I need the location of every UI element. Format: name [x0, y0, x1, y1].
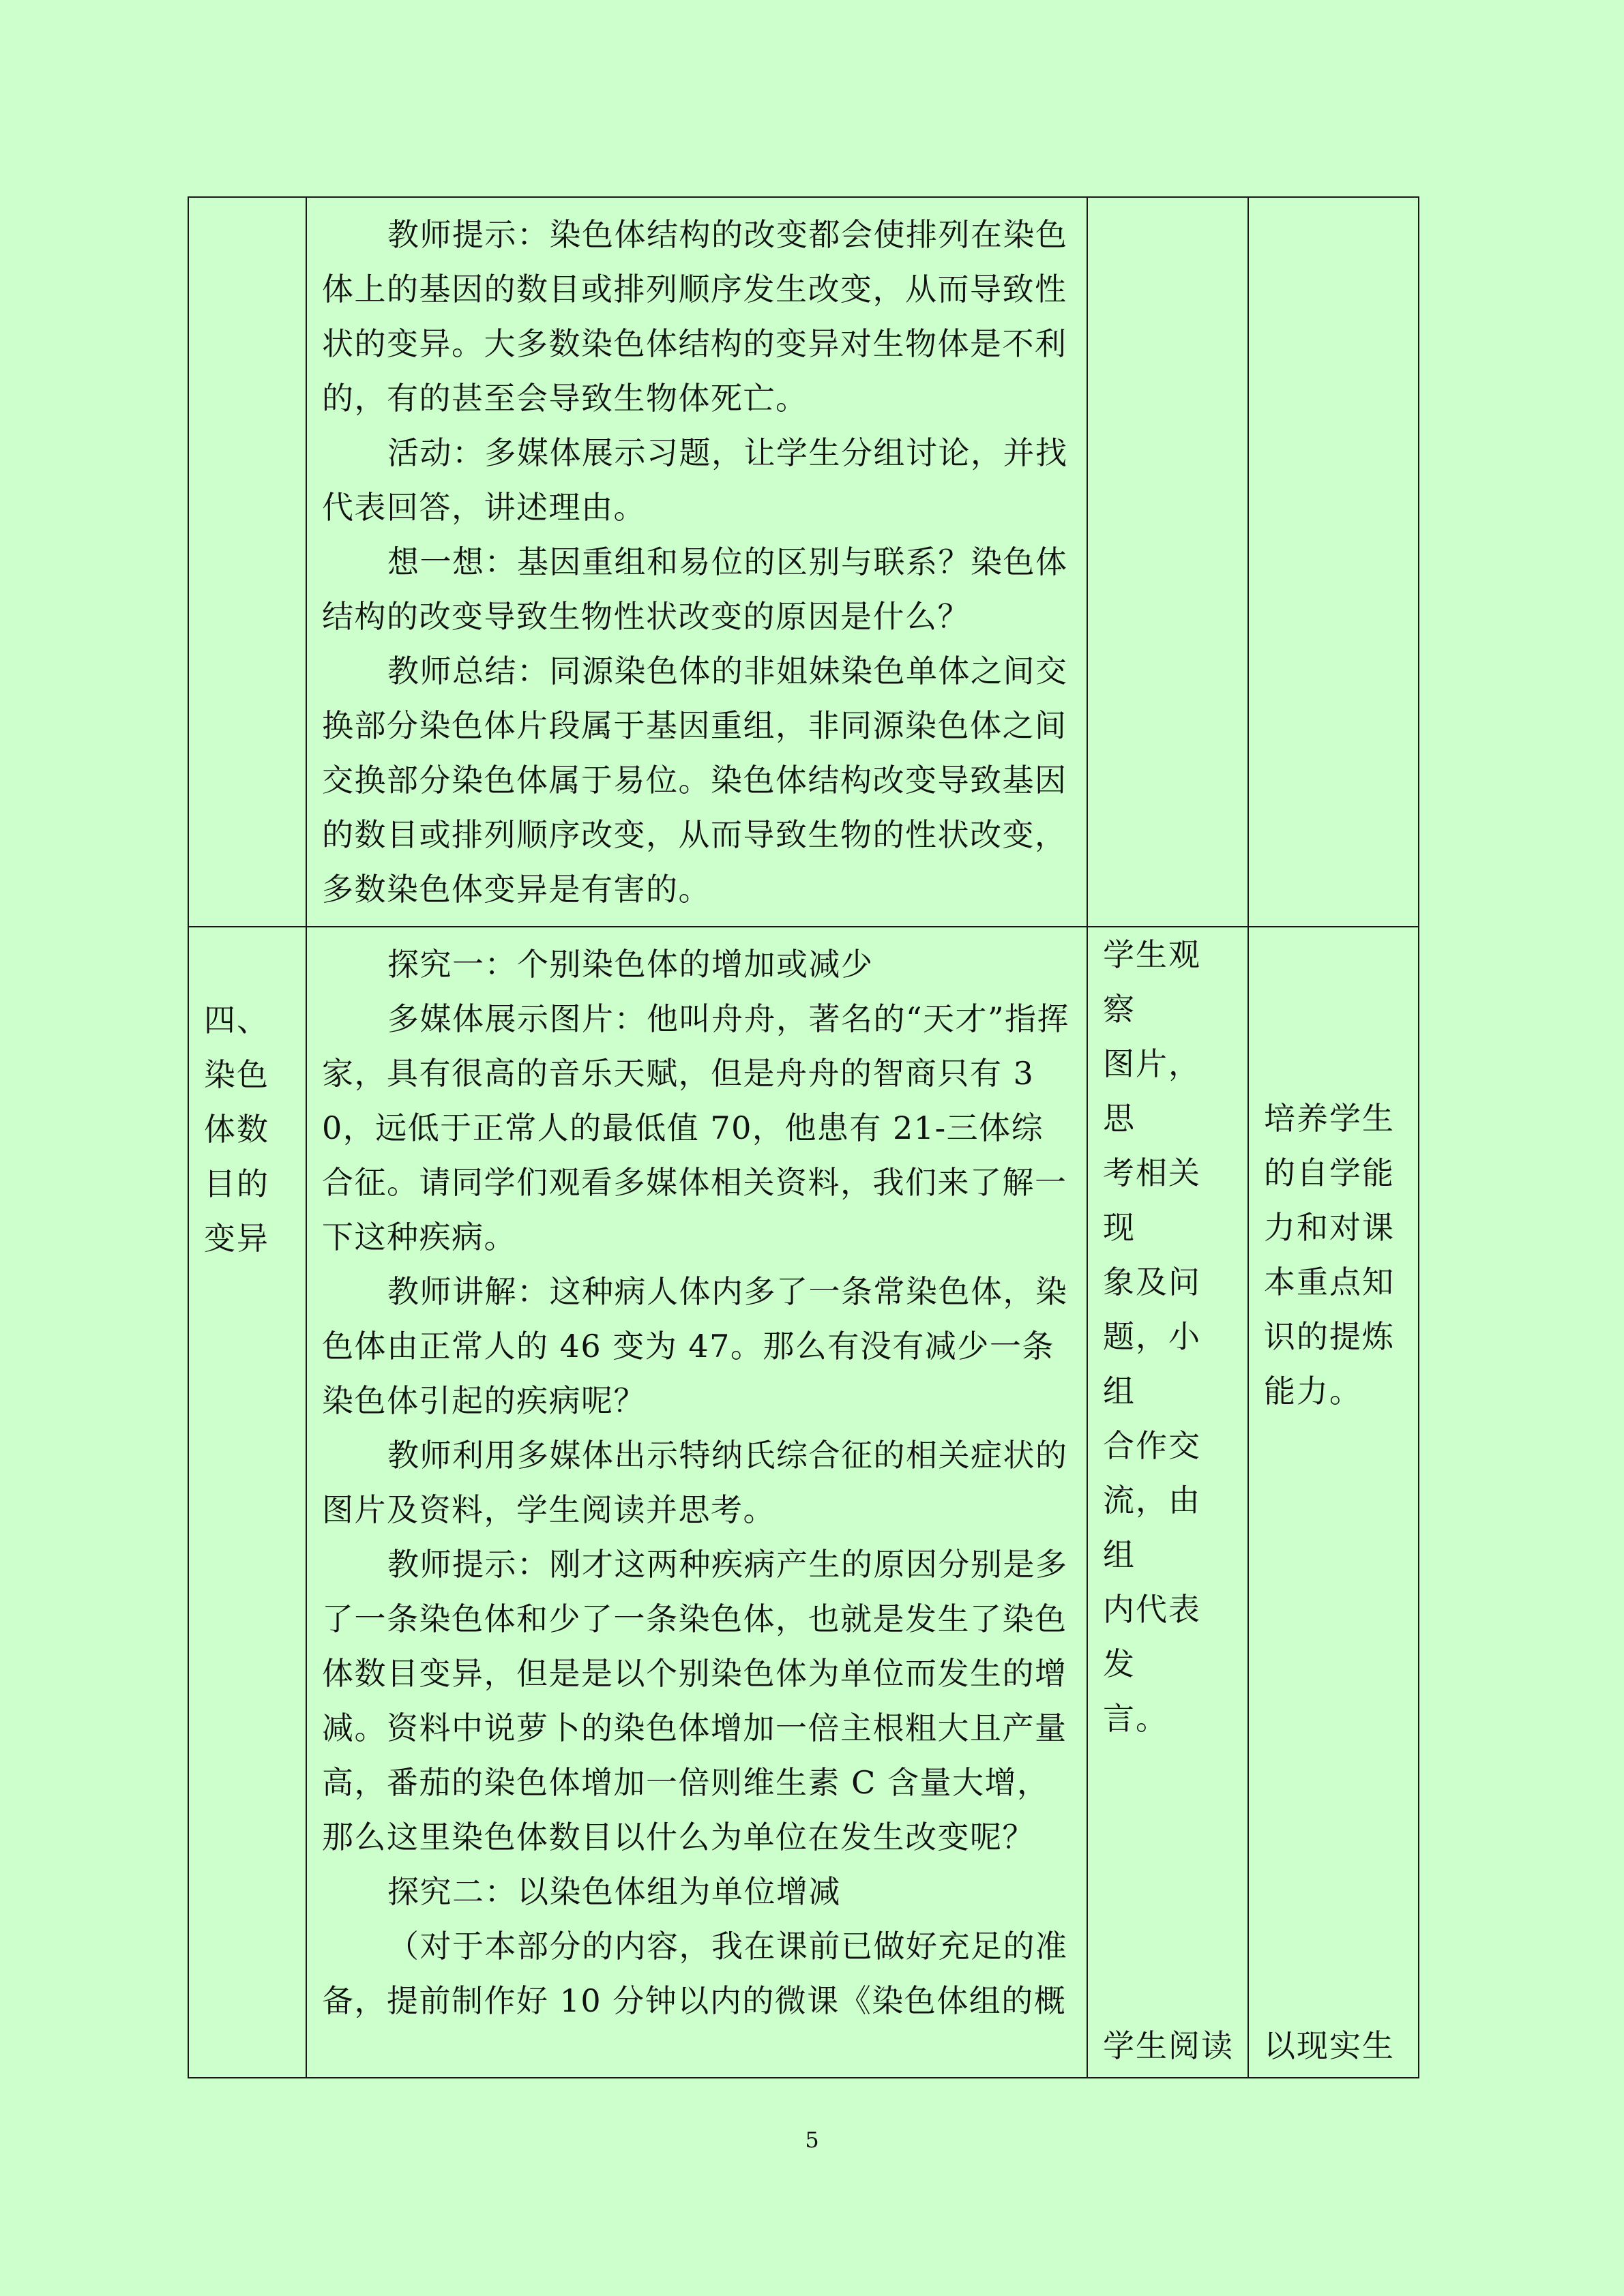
design-intent-line: 的自学能 — [1264, 1154, 1395, 1191]
student-activity-continuation: 学生阅读 — [1103, 2027, 1234, 2064]
teacher-summary-paragraph: 教师总结：同源染色体的非姐妹染色单体之间交换部分染色体片段属于基因重组，非同源染色体之间交换部分染色体属于易位。染色体结构改变导致基因的数目或排列顺序改变，从而导致生物的性状改变，多数染色体变异是有害的。 — [322, 653, 1068, 908]
student-activity-line: 流，由组 — [1103, 1482, 1201, 1573]
stage-title-line: 染色 — [204, 1056, 269, 1093]
student-activity-line: 学生观察 — [1103, 936, 1201, 1028]
teacher-hint-paragraph: 教师提示：染色体结构的改变都会使排列在染色体上的基因的数目或排列顺序发生改变，从而导致性状的变异。大多数染色体结构的变异对生物体是不利的，有的甚至会导致生物体死亡。 — [322, 216, 1068, 417]
stage-title-line: 目的 — [204, 1165, 269, 1202]
table-row — [188, 197, 1419, 927]
student-activity-line: 内代表发 — [1103, 1591, 1201, 1682]
table-row — [188, 927, 1419, 2078]
student-activity-line: 象及问 — [1103, 1264, 1201, 1300]
teacher-explain-paragraph: 教师讲解：这种病人体内多了一条常染色体，染色体由正常人的 46 变为 47。那么有没有减少一条染色体引起的疾病呢？ — [322, 1273, 1068, 1419]
student-activity-line: 言。 — [1103, 1700, 1168, 1737]
content-cell — [306, 197, 1087, 927]
turner-paragraph: 教师利用多媒体出示特纳氏综合征的相关症状的图片及资料，学生阅读并思考。 — [322, 1437, 1068, 1528]
student-activity-line: 题，小组 — [1103, 1318, 1201, 1410]
stage-title-line: 四、 — [204, 1002, 269, 1039]
stage-title-line: 变异 — [204, 1220, 269, 1257]
teacher-hint-paragraph: 教师提示：刚才这两种疾病产生的原因分别是多了一条染色体和少了一条染色体，也就是发生了染色体数目变异，但是是以个别染色体为单位而发生的增减。资料中说萝卜的染色体增加一倍主根粗大且产量高，番茄的染色体增加一倍则维生素 C 含量大增，那么这里染色体数目以什么为单位在发生改变呢？ — [322, 1546, 1068, 1855]
inquiry-two-heading: 探究二：以染色体组为单位增减 — [387, 1873, 841, 1910]
design-intent-line: 识的提炼 — [1264, 1318, 1395, 1355]
lesson-plan-table — [188, 196, 1419, 2078]
think-paragraph: 想一想：基因重组和易位的区别与联系？染色体结构的改变导致生物性状改变的原因是什么？ — [322, 543, 1068, 635]
page-number: 5 — [805, 2127, 819, 2153]
multimedia-paragraph: 多媒体展示图片：他叫舟舟，著名的“天才”指挥家，具有很高的音乐天赋，但是舟舟的智商只有 30，远低于正常人的最低值 70，他患有 21-三体综合征。请同学们观看多媒体相关资料，我们来了解一下这种疾病。 — [322, 1000, 1070, 1255]
student-activity-line: 合作交 — [1103, 1427, 1201, 1464]
stage-cell — [188, 197, 306, 927]
inquiry-one-heading: 探究一：个别染色体的增加或减少 — [387, 946, 874, 983]
microlesson-paragraph: （对于本部分的内容，我在课前已做好充足的准备，提前制作好 10 分钟以内的微课《染色体组的概 — [322, 1928, 1068, 2019]
design-intent-continuation: 以现实生 — [1264, 2027, 1395, 2064]
student-activity-cell — [1087, 197, 1248, 927]
design-intent-cell — [1248, 197, 1419, 927]
student-activity-cell — [1087, 927, 1248, 2078]
stage-cell — [188, 927, 306, 2078]
content-cell — [306, 927, 1087, 2078]
design-intent-line: 本重点知 — [1264, 1264, 1395, 1300]
design-intent-line: 力和对课 — [1264, 1209, 1395, 1246]
student-activity-line: 图片，思 — [1103, 1045, 1201, 1137]
design-intent-line: 能力。 — [1264, 1373, 1362, 1410]
design-intent-line: 培养学生 — [1264, 1100, 1395, 1137]
design-intent-cell — [1248, 927, 1419, 2078]
stage-title-line: 体数 — [204, 1111, 269, 1148]
student-activity-line: 考相关现 — [1103, 1154, 1201, 1246]
stage-title — [189, 927, 306, 1266]
activity-paragraph: 活动：多媒体展示习题，让学生分组讨论，并找代表回答，讲述理由。 — [322, 434, 1068, 526]
